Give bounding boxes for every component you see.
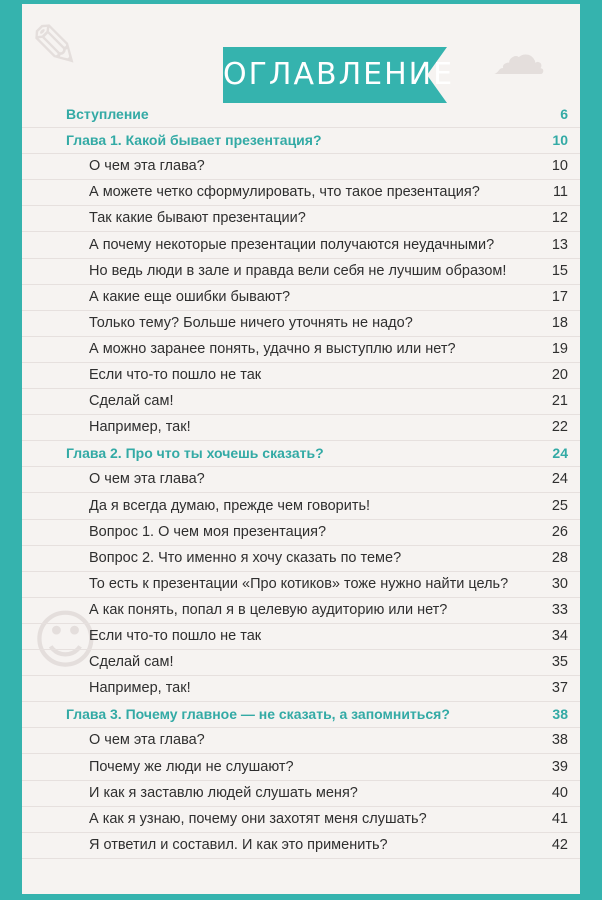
toc-entry-title: Да я всегда думаю, прежде чем говорить! xyxy=(89,497,371,514)
toc-item-row[interactable] xyxy=(22,337,580,363)
toc-item-row[interactable] xyxy=(22,650,580,676)
toc-entry-title: Вступление xyxy=(66,106,149,122)
toc-entry-page: 30 xyxy=(551,575,568,592)
toc-item-row[interactable] xyxy=(22,285,580,311)
toc-item-row[interactable] xyxy=(22,415,580,441)
toc-item-row[interactable] xyxy=(22,624,580,650)
toc-item-row[interactable] xyxy=(22,807,580,833)
toc-entry-page: 28 xyxy=(551,549,568,566)
toc-entry-page: 17 xyxy=(551,288,568,305)
toc-chapter-row[interactable] xyxy=(22,702,580,728)
toc-entry-title: О чем эта глава? xyxy=(89,471,205,488)
toc-entry-page: 37 xyxy=(551,680,568,697)
page-title: ОГЛАВЛЕНИЕ xyxy=(223,57,455,92)
toc-chapter-row[interactable] xyxy=(22,102,580,128)
toc-chapter-row[interactable] xyxy=(22,441,580,467)
toc-chapter-row[interactable] xyxy=(22,128,580,154)
toc-entry-page: 24 xyxy=(552,445,568,462)
toc-entry-title: Например, так! xyxy=(89,680,191,697)
toc-entry-page: 24 xyxy=(551,471,568,488)
toc-item-row[interactable] xyxy=(22,781,580,807)
toc-entry-page: 15 xyxy=(551,262,568,279)
toc-item-row[interactable] xyxy=(22,728,580,754)
toc-entry-title: А почему некоторые презентации получаются неудачными? xyxy=(89,236,495,253)
toc-item-row[interactable] xyxy=(22,494,580,520)
toc-entry-title: Глава 1. Какой бывает презентация? xyxy=(66,132,322,149)
toc-entry-page: 10 xyxy=(551,158,568,175)
toc-item-row[interactable] xyxy=(22,233,580,259)
toc-entry-page: 38 xyxy=(552,706,568,723)
toc-entry-title: Вопрос 2. Что именно я хочу сказать по теме? xyxy=(89,549,402,566)
toc-entry-page: 19 xyxy=(551,340,568,357)
toc-item-row[interactable] xyxy=(22,389,580,415)
table-of-contents xyxy=(22,4,580,894)
toc-entry-title: Я ответил и составил. И как это применить? xyxy=(89,836,388,853)
toc-entry-page: 34 xyxy=(551,628,568,644)
toc-entry-page: 18 xyxy=(551,314,568,331)
toc-item-row[interactable] xyxy=(22,598,580,624)
toc-entry-title: А как я узнаю, почему они захотят меня слушать? xyxy=(89,810,427,827)
toc-entry-title: То есть к презентации «Про котиков» тоже нужно найти цель? xyxy=(89,575,509,592)
background-doodle: ✎ xyxy=(30,12,81,82)
toc-item-row[interactable] xyxy=(22,755,580,781)
toc-entry-title: Сделай сам! xyxy=(89,654,174,671)
toc-entry-title: Почему же люди не слушают? xyxy=(89,758,294,775)
toc-item-row[interactable] xyxy=(22,206,580,232)
toc-entry-title: Например, так! xyxy=(89,419,191,436)
toc-item-row[interactable] xyxy=(22,833,580,859)
toc-entry-page: 6 xyxy=(560,106,568,122)
toc-entry-page: 40 xyxy=(551,784,568,801)
toc-entry-page: 10 xyxy=(552,132,568,149)
toc-entry-title: Сделай сам! xyxy=(89,393,174,410)
toc-item-row[interactable] xyxy=(22,154,580,180)
toc-item-row[interactable] xyxy=(22,572,580,598)
toc-entry-title: А как понять, попал я в целевую аудиторию или нет? xyxy=(89,601,448,618)
toc-entry-title: А какие еще ошибки бывают? xyxy=(89,288,291,305)
toc-entry-title: Так какие бывают презентации? xyxy=(89,210,306,227)
toc-item-row[interactable] xyxy=(22,180,580,206)
toc-entry-title: Если что-то пошло не так xyxy=(89,367,262,383)
toc-item-row[interactable] xyxy=(22,363,580,389)
toc-entry-title: Если что-то пошло не так xyxy=(89,628,262,644)
toc-entry-title: Вопрос 1. О чем моя презентация? xyxy=(89,523,327,540)
toc-entry-title: И как я заставлю людей слушать меня? xyxy=(89,784,358,801)
toc-entry-title: О чем эта глава? xyxy=(89,732,205,749)
toc-entry-page: 26 xyxy=(551,523,568,540)
toc-entry-title: Глава 3. Почему главное — не сказать, а запомниться? xyxy=(66,706,450,723)
toc-entry-page: 41 xyxy=(551,810,568,827)
toc-entry-page: 13 xyxy=(551,236,568,253)
toc-entry-title: А можно заранее понять, удачно я выступлю или нет? xyxy=(89,340,456,357)
toc-entry-title: Но ведь люди в зале и правда вели себя не лучшим образом! xyxy=(89,262,507,279)
toc-entry-page: 12 xyxy=(551,210,568,227)
toc-entry-page: 21 xyxy=(551,393,568,410)
toc-item-row[interactable] xyxy=(22,520,580,546)
toc-entry-page: 20 xyxy=(551,367,568,383)
toc-entry-page: 22 xyxy=(551,419,568,436)
toc-item-row[interactable] xyxy=(22,676,580,702)
toc-entry-title: Только тему? Больше ничего уточнять не надо? xyxy=(89,314,413,331)
toc-item-row[interactable] xyxy=(22,311,580,337)
toc-entry-title: Глава 2. Про что ты хочешь сказать? xyxy=(66,445,324,462)
toc-entry-page: 25 xyxy=(551,497,568,514)
toc-entry-page: 35 xyxy=(551,654,568,671)
toc-entry-page: 33 xyxy=(551,601,568,618)
toc-item-row[interactable] xyxy=(22,467,580,493)
book-page xyxy=(22,4,580,894)
toc-entry-page: 39 xyxy=(551,758,568,775)
toc-entry-page: 42 xyxy=(551,836,568,853)
toc-item-row[interactable] xyxy=(22,259,580,285)
toc-entry-title: А можете четко сформулировать, что такое презентация? xyxy=(89,184,480,201)
background-doodle: ☁ xyxy=(492,24,546,87)
toc-entry-title: О чем эта глава? xyxy=(89,158,205,175)
background-doodle: ☺ xyxy=(32,604,99,678)
toc-entry-page: 11 xyxy=(552,184,568,201)
toc-item-row[interactable] xyxy=(22,546,580,572)
toc-entry-page: 38 xyxy=(551,732,568,749)
